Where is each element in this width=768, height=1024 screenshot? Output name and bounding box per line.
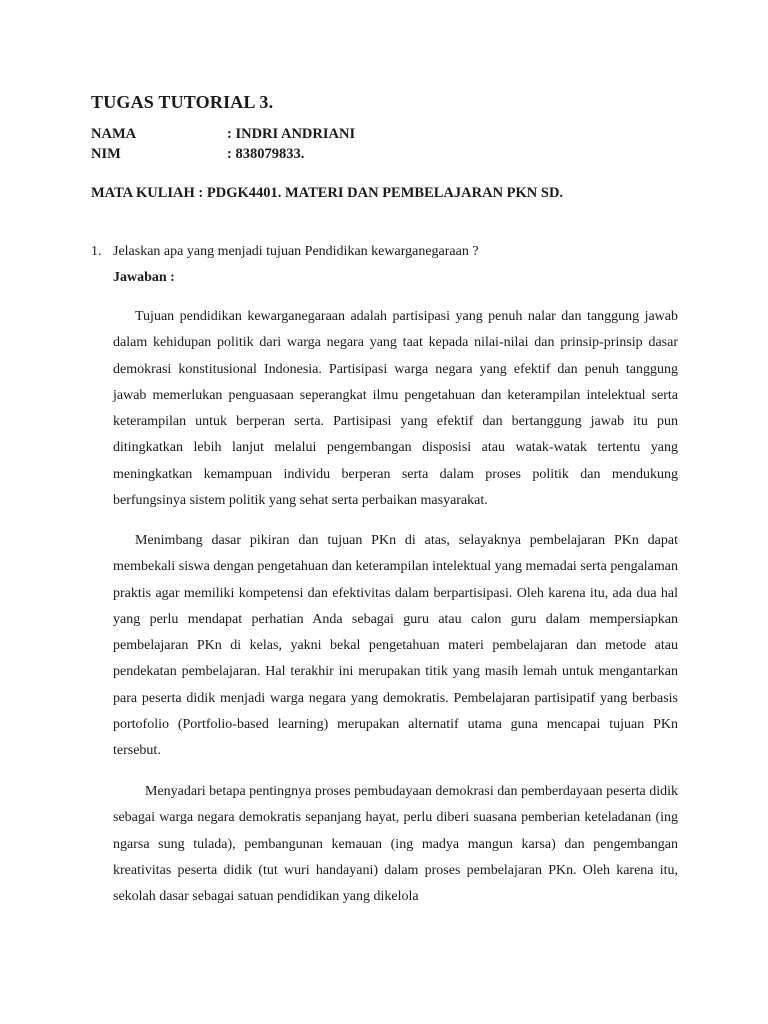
answer-label: Jawaban :: [113, 270, 175, 285]
question-number: 1.: [91, 244, 102, 259]
question-text: Jelaskan apa yang menjadi tujuan Pendidikan kewarganegaraan ?: [113, 244, 479, 259]
nim-label: NIM: [91, 146, 121, 162]
student-name-row: [91, 124, 355, 144]
document-title: TUGAS TUTORIAL 3.: [91, 92, 274, 112]
student-nim-row: [91, 144, 304, 164]
nim-value: : 838079833.: [227, 146, 305, 162]
name-label: NAMA: [91, 126, 137, 142]
answer-paragraph: Tujuan pendidikan kewarganegaraan adalah partisipasi yang penuh nalar dan tanggung jawab dalam kehidupan politik dari warga negara yang taat kepada nilai-nilai dan prinsip-prinsip dasar demokrasi konstitusional Indonesia. Partisipasi warga negara yang efektif dan penuh tanggung jawab memerlukan penguasaan seperangkat ilmu pengetahuan dan keterampilan intelektual serta keterampilan untuk berperan serta. Partisipasi yang efektif dan bertanggung jawab itu pun ditingkatkan lebih lanjut melalui pengembangan disposisi atau watak-watak tertentu yang meningkatkan kemampuan individu berperan serta dalam proses politik dan mendukung berfungsinya sistem politik yang sehat serta perbaikan masyarakat.: [113, 309, 678, 509]
name-value: : INDRI ANDRIANI: [227, 126, 356, 142]
course-heading: MATA KULIAH : PDGK4401. MATERI DAN PEMBELAJARAN PKN SD.: [91, 185, 564, 201]
question-item: [91, 242, 479, 262]
answer-paragraph: Menyadari betapa pentingnya proses pembudayaan demokrasi dan pemberdayaan peserta didik sebagai warga negara demokratis sepanjang hayat, perlu diberi suasana pemberian keteladanan (ing ngarsa sung tulada), pembangunan kemauan (ing madya mangun karsa) dan pengembangan kreativitas peserta didik (tut wuri handayani) dalam proses pembelajaran PKn. Oleh karena itu, sekolah dasar sebagai satuan pendidikan yang dikelola: [113, 784, 678, 905]
answer-paragraph: Menimbang dasar pikiran dan tujuan PKn di atas, selayaknya pembelajaran PKn dapat membekali siswa dengan pengetahuan dan keterampilan intelektual yang memadai serta pengalaman praktis agar memiliki kompetensi dan efektivitas dalam berpartisipasi. Oleh karena itu, ada dua hal yang perlu mendapat perhatian Anda sebagai guru atau calon guru dalam mempersiapkan pembelajaran PKn di kelas, yakni bekal pengetahuan materi pembelajaran dan metode atau pendekatan pembelajaran. Hal terakhir ini merupakan titik yang masih lemah untuk mengantarkan para peserta didik menjadi warga negara yang demokratis. Pembelajaran partisipatif yang berbasis portofolio (Portfolio-based learning) merupakan alternatif utama guna mencapai tujuan PKn tersebut.: [113, 533, 678, 759]
